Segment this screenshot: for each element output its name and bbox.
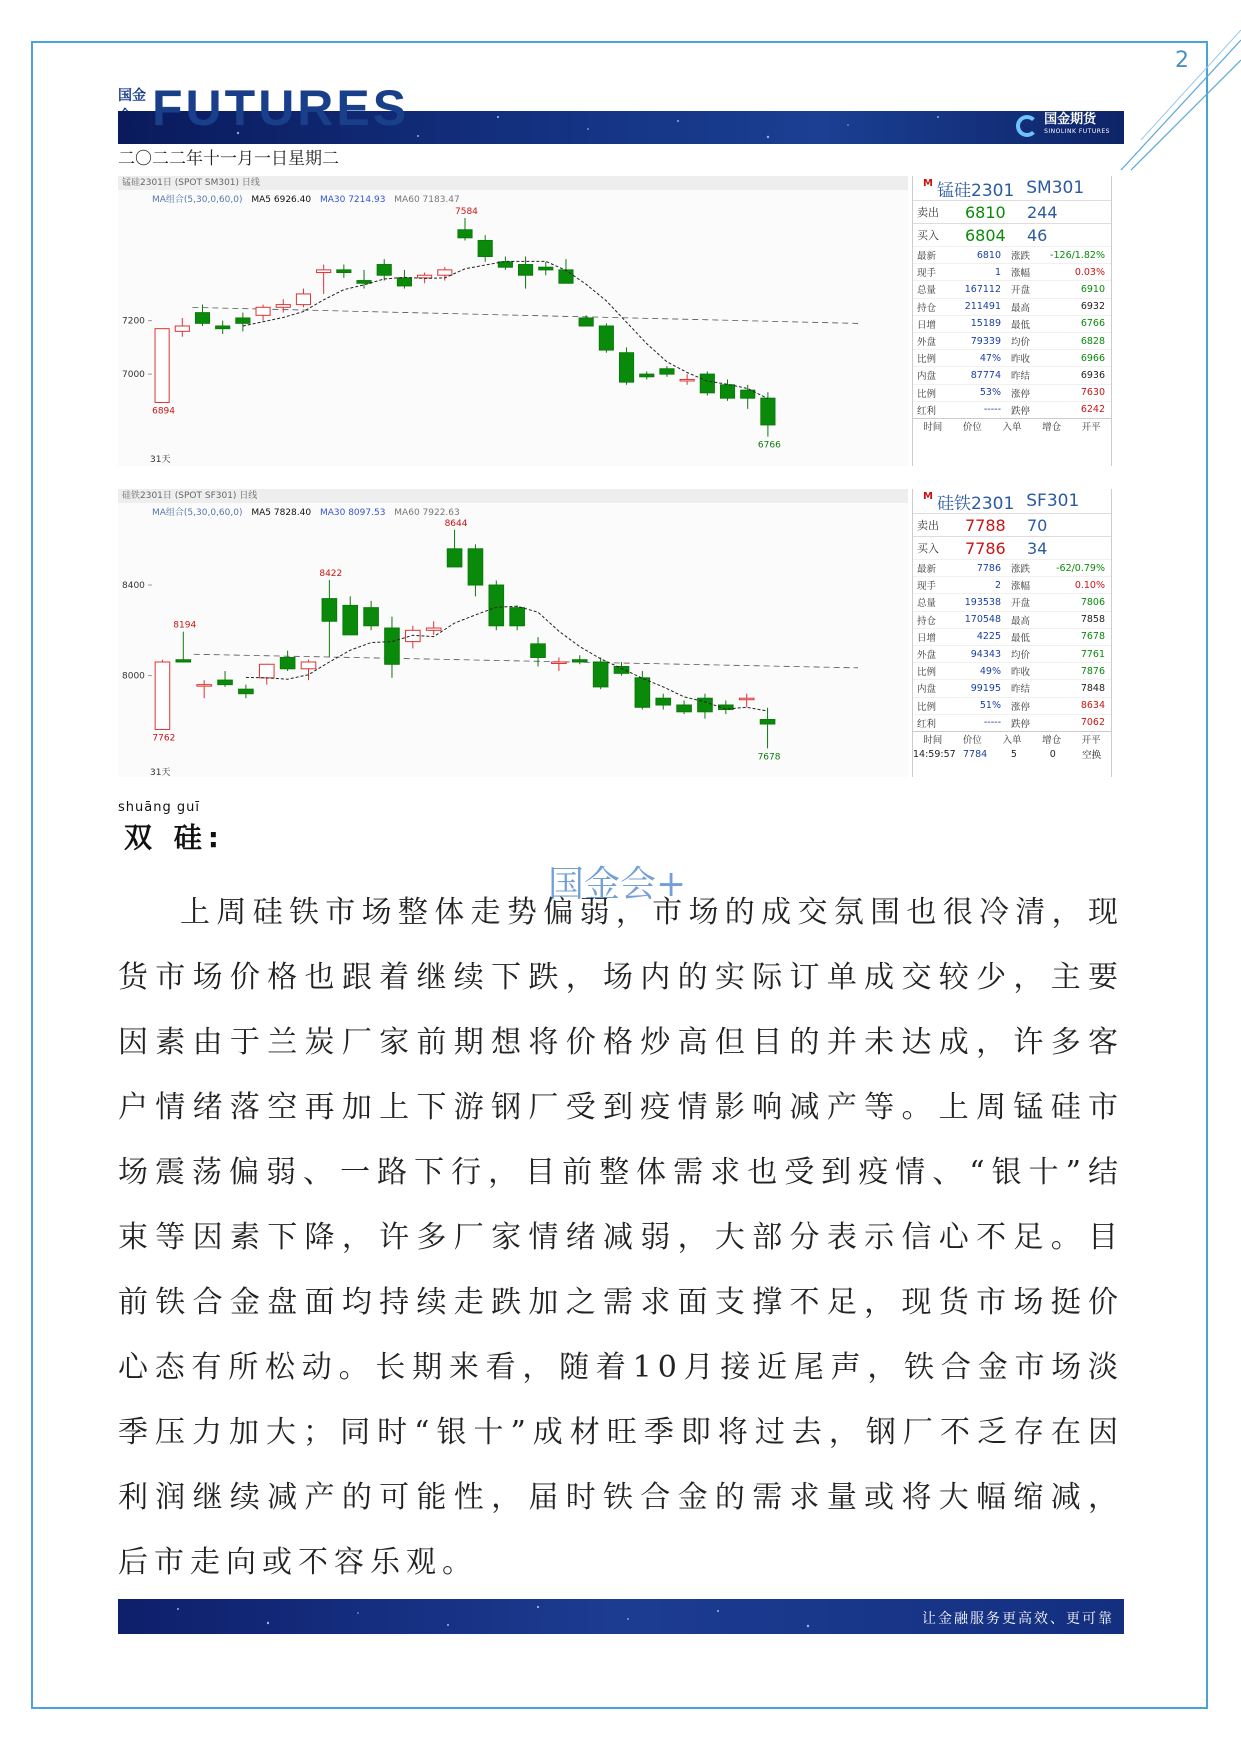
quote-cell: 2: [994, 579, 1001, 591]
candle-body: [426, 628, 441, 630]
candle-body: [619, 353, 633, 382]
y-tick-label: 7200: [122, 316, 145, 327]
company-logo: [1016, 114, 1110, 138]
price-annotation: 8644: [444, 518, 468, 529]
candle-body: [197, 685, 212, 687]
price-annotation: 7678: [757, 752, 781, 763]
quote-cell: 跌停: [1011, 405, 1031, 417]
candle-body: [343, 605, 358, 634]
quote-cell: 6810: [976, 249, 1001, 261]
candle-body: [276, 305, 290, 308]
quote-row: [913, 298, 1111, 315]
candle-body: [498, 262, 512, 267]
quote-row: [913, 611, 1111, 628]
candle-body: [438, 270, 452, 275]
ma5-value: MA5 7828.40: [251, 508, 312, 518]
tick-column-header: 增仓: [1042, 422, 1062, 434]
quote-row: [913, 366, 1111, 383]
quote-cell: 7678: [1080, 631, 1105, 643]
sell-label: 卖出: [917, 206, 939, 219]
candle-body: [377, 265, 391, 276]
period-label: 31天: [150, 768, 171, 778]
candle-body: [322, 599, 337, 622]
candle-body: [175, 326, 189, 331]
candle-body: [489, 585, 504, 626]
quote-stats: [913, 246, 1111, 418]
tick-column-header: 时间: [923, 422, 943, 434]
buy-label: 买入: [917, 542, 939, 555]
quote-cell: 6828: [1080, 335, 1105, 347]
candle-body: [337, 270, 351, 273]
quote-cell: 均价: [1011, 650, 1031, 662]
candle-body: [447, 549, 462, 567]
quote-cell: -----: [983, 404, 1001, 416]
tick-column-header: 开平: [1081, 735, 1101, 747]
sell-label: 卖出: [917, 519, 939, 532]
candlestick-chart: [118, 489, 908, 777]
quote-cell: 193538: [964, 596, 1001, 608]
quote-cell: 均价: [1011, 337, 1031, 349]
quote-cell: 涨停: [1011, 701, 1031, 713]
quote-cell: 总量: [917, 598, 937, 610]
candle-body: [559, 270, 573, 283]
quote-cell: -126/1.82%: [1050, 249, 1105, 261]
quote-cell: 比例: [917, 354, 937, 366]
candle-body: [236, 318, 250, 323]
quote-row: [913, 315, 1111, 332]
quote-cell: 7786: [976, 562, 1001, 574]
tick-cell: 空换: [1082, 750, 1102, 762]
tick-row: [913, 747, 1111, 762]
quote-cell: 47%: [979, 352, 1001, 364]
watermark-text: 国金会+: [548, 864, 687, 905]
futures-wordmark: FUTURES: [152, 80, 410, 136]
candle-body: [478, 240, 492, 256]
candle-body: [552, 662, 567, 664]
sell-price: 6810: [965, 202, 1006, 222]
quote-cell: 跌停: [1011, 718, 1031, 730]
buy-volume: 34: [1027, 538, 1048, 558]
quote-cell: 最新: [917, 251, 937, 263]
ma-group: MA组合(5,30,0,60,0): [152, 508, 243, 518]
candle-body: [385, 628, 400, 664]
ma5-line: [246, 606, 768, 711]
sell-volume: 244: [1027, 202, 1058, 222]
quote-cell: 0.03%: [1074, 266, 1105, 278]
section-heading: 双 硅:: [124, 821, 225, 854]
quote-cell: 比例: [917, 388, 937, 400]
contract-code: SF301: [1026, 491, 1080, 511]
quote-title: M 硅铁2301 SF301: [913, 489, 1111, 513]
contract-code: SM301: [1026, 178, 1085, 198]
quote-panel: [912, 489, 1112, 777]
quote-cell: 昨收: [1011, 667, 1031, 679]
quote-cell: 开盘: [1011, 285, 1031, 297]
quote-row: [913, 697, 1111, 714]
tick-table-header: [913, 731, 1111, 747]
sell-row: [913, 513, 1111, 536]
contract-name: 硅铁2301: [937, 493, 1015, 514]
candle-body: [216, 326, 230, 329]
buy-price: 7786: [965, 538, 1006, 558]
price-annotation: 8194: [173, 620, 197, 631]
y-tick-label: 8000: [122, 671, 145, 682]
quote-cell: 最高: [1011, 302, 1031, 314]
candle-body: [677, 705, 692, 712]
quote-cell: 外盘: [917, 650, 937, 662]
tick-cell: 5: [1010, 748, 1017, 760]
quote-row: [913, 384, 1111, 401]
quote-cell: 7062: [1080, 717, 1105, 729]
quote-cell: 211491: [964, 301, 1001, 313]
quote-cell: 涨幅: [1011, 268, 1031, 280]
quote-cell: 7806: [1080, 596, 1105, 608]
candle-body: [656, 698, 671, 705]
ma60-value: MA60 7183.47: [394, 195, 460, 205]
candle-body: [531, 644, 546, 658]
quote-cell: 涨跌: [1011, 564, 1031, 576]
quote-row: [913, 679, 1111, 696]
y-tick-label: 8400: [122, 581, 145, 592]
quote-cell: 最新: [917, 564, 937, 576]
candle-body: [195, 313, 209, 324]
quote-row: [913, 559, 1111, 576]
candle-body: [599, 326, 613, 350]
candle-body: [572, 660, 587, 662]
quote-cell: 7630: [1080, 387, 1105, 399]
tick-column-header: 开平: [1081, 422, 1101, 434]
candle-body: [397, 278, 411, 286]
ma5-line: [243, 261, 768, 398]
footer-slogan: 让金融服务更高效、更可靠: [922, 1611, 1114, 1627]
quote-cell: 53%: [979, 387, 1001, 399]
candle-body: [539, 267, 553, 270]
candle-body: [280, 657, 295, 668]
candle-body: [700, 374, 714, 393]
tick-table-header: [913, 418, 1111, 434]
quote-cell: 15189: [970, 318, 1001, 330]
quote-cell: 6766: [1080, 318, 1105, 330]
quote-cell: 最低: [1011, 319, 1031, 331]
candle-body: [176, 660, 191, 662]
tick-cell: 7784: [962, 748, 988, 760]
chart-toolbar: 锰硅2301日 (SPOT SM301) 日线: [118, 176, 908, 190]
chart-panel-sf301: [118, 489, 1114, 777]
quote-cell: 现手: [917, 268, 937, 280]
buy-label: 买入: [917, 229, 939, 242]
quote-cell: 昨结: [1011, 684, 1031, 696]
brand-line-1: 国金: [118, 88, 146, 104]
candle-body: [640, 374, 654, 377]
quote-cell: 持仓: [917, 302, 937, 314]
chart-area: [118, 176, 908, 466]
candle-body: [614, 667, 629, 674]
candle-body: [259, 664, 274, 678]
quote-cell: 涨跌: [1011, 251, 1031, 263]
quote-row: [913, 349, 1111, 366]
tick-column-header: 增仓: [1042, 735, 1062, 747]
quote-cell: 6966: [1080, 352, 1105, 364]
tick-column-header: 入单: [1002, 735, 1022, 747]
quote-cell: 总量: [917, 285, 937, 297]
price-annotation: 8422: [319, 569, 343, 580]
period-label: 31天: [150, 455, 171, 465]
candle-body: [155, 329, 169, 403]
quote-cell: 0.10%: [1074, 579, 1105, 591]
candle-body: [317, 270, 331, 273]
quote-cell: 涨停: [1011, 388, 1031, 400]
quote-cell: 内盘: [917, 371, 937, 383]
logo-chinese: 国金期货: [1044, 112, 1097, 127]
tick-column-header: 价位: [962, 735, 982, 747]
ma60-value: MA60 7922.63: [394, 508, 460, 518]
contract-name: 锰硅2301: [937, 180, 1015, 201]
quote-cell: 7848: [1080, 682, 1105, 694]
quote-cell: 比例: [917, 667, 937, 679]
quote-cell: 7858: [1080, 614, 1105, 626]
buy-price: 6804: [965, 225, 1006, 245]
chart-panel-sm301: [118, 176, 1114, 466]
buy-row: [913, 223, 1111, 246]
quote-cell: -----: [983, 717, 1001, 729]
ma5-value: MA5 6926.40: [251, 195, 312, 205]
quote-cell: 170548: [964, 614, 1001, 626]
ma-group: MA组合(5,30,0,60,0): [152, 195, 243, 205]
buy-volume: 46: [1027, 225, 1048, 245]
candle-body: [296, 294, 310, 305]
quote-cell: 6910: [1080, 283, 1105, 295]
candle-body: [720, 385, 734, 398]
price-annotation: 7584: [455, 207, 478, 218]
quote-cell: 内盘: [917, 684, 937, 696]
quote-cell: 8634: [1080, 700, 1105, 712]
quote-cell: 现手: [917, 581, 937, 593]
candle-body: [301, 662, 316, 669]
quote-cell: 6936: [1080, 369, 1105, 381]
candle-body: [364, 608, 379, 626]
quote-stats: [913, 559, 1111, 731]
price-annotation: 6894: [152, 406, 176, 417]
logo-mark-icon: [1016, 115, 1038, 137]
candle-body: [761, 398, 775, 425]
candle-body: [519, 265, 533, 276]
quote-cell: 最高: [1011, 615, 1031, 627]
chart-toolbar: 硅铁2301日 (SPOT SF301) 日线: [118, 489, 908, 503]
quote-cell: 79339: [970, 335, 1001, 347]
quote-cell: 87774: [970, 369, 1001, 381]
quote-cell: 7761: [1080, 648, 1105, 660]
article-body: 上周硅铁市场整体走势偏弱，市场的成交氛围也很冷清，现货市场价格也跟着继续下跌，场内的实际订单成交较少，主要因素由于兰炭厂家前期想将价格炒高但目的并未达成，许多客户情绪落空再加上下游钢厂受到疫情影响减产等。上周锰硅市场震荡偏弱、一路下行，目前整体需求也受到疫情、“银十”结束等因素下降，许多厂家情绪减弱，大部分表示信心不足。目前铁合金盘面均持续走跌加之需求面支撑不足，现货市场挺价心态有所松动。长期来看，随着10月接近尾声，铁合金市场淡季压力加大；同时“银十”成材旺季即将过去，钢厂不乏存在因利润继续减产的可能性，届时铁合金的需求量或将大幅缩减，后市走向或不容乐观。: [118, 895, 1124, 1580]
price-annotation: 6766: [757, 440, 781, 451]
price-annotation: 7762: [152, 733, 176, 744]
footer-band: [118, 1599, 1124, 1634]
quote-cell: 持仓: [917, 615, 937, 627]
quote-cell: -62/0.79%: [1056, 562, 1105, 574]
ma-legend: [152, 192, 466, 205]
candle-body: [680, 379, 694, 381]
quote-cell: 日增: [917, 632, 937, 644]
candle-body: [593, 662, 608, 687]
quote-row: [913, 576, 1111, 593]
quote-cell: 6932: [1080, 301, 1105, 313]
quote-cell: 昨收: [1011, 354, 1031, 366]
quote-row: [913, 714, 1111, 731]
candle-body: [635, 678, 650, 707]
ma30-value: MA30 8097.53: [319, 508, 386, 518]
heading-pinyin: shuāng guī: [118, 800, 200, 815]
candle-body: [458, 230, 472, 238]
quote-row: [913, 645, 1111, 662]
quote-row: [913, 593, 1111, 610]
ma30-value: MA30 7214.93: [319, 195, 386, 205]
candlestick-chart: [118, 176, 908, 466]
quote-cell: 167112: [964, 283, 1001, 295]
candle-body: [239, 689, 254, 694]
candle-body: [660, 369, 674, 374]
tick-cell: 0: [1049, 748, 1056, 760]
quote-row: [913, 628, 1111, 645]
candle-body: [739, 698, 754, 700]
quote-cell: 51%: [979, 700, 1001, 712]
quote-cell: 红利: [917, 718, 937, 730]
tick-column-header: 入单: [1002, 422, 1022, 434]
quote-cell: 外盘: [917, 337, 937, 349]
chart-area: [118, 489, 908, 777]
y-tick-label: 7000: [122, 370, 145, 381]
quote-cell: 最低: [1011, 632, 1031, 644]
quote-cell: 比例: [917, 701, 937, 713]
quote-row: [913, 246, 1111, 263]
candle-body: [760, 719, 775, 724]
candle-body: [155, 662, 170, 729]
tick-column-header: 价位: [962, 422, 982, 434]
page-number: 2: [1175, 48, 1189, 73]
candle-body: [418, 275, 432, 278]
quote-cell: 昨结: [1011, 371, 1031, 383]
quote-cell: 49%: [979, 665, 1001, 677]
candle-body: [218, 680, 233, 685]
quote-row: [913, 263, 1111, 280]
candle-body: [256, 307, 270, 315]
quote-cell: 6242: [1080, 404, 1105, 416]
quote-row: [913, 401, 1111, 418]
quote-panel: [912, 176, 1112, 466]
sell-row: [913, 200, 1111, 223]
quote-row: [913, 332, 1111, 349]
tick-cell: 14:59:57: [913, 748, 956, 760]
ma60-line: [192, 307, 858, 323]
quote-cell: 4225: [976, 631, 1001, 643]
logo-english: SINOLINK FUTURES: [1044, 128, 1110, 135]
candle-body: [468, 549, 483, 585]
report-date: 二〇二二年十一月一日星期二: [118, 149, 339, 169]
tick-column-header: 时间: [923, 735, 943, 747]
corner-decoration: [1101, 0, 1241, 200]
ma-legend: [152, 505, 466, 518]
candle-body: [741, 390, 755, 398]
quote-cell: 日增: [917, 319, 937, 331]
quote-cell: 99195: [970, 682, 1001, 694]
quote-cell: 7876: [1080, 665, 1105, 677]
sell-volume: 70: [1027, 515, 1048, 535]
quote-cell: 涨幅: [1011, 581, 1031, 593]
buy-row: [913, 536, 1111, 559]
quote-row: [913, 280, 1111, 297]
quote-cell: 红利: [917, 405, 937, 417]
candle-body: [510, 608, 525, 626]
quote-cell: 1: [994, 266, 1001, 278]
candle-body: [579, 318, 593, 326]
sell-price: 7788: [965, 515, 1006, 535]
quote-cell: 开盘: [1011, 598, 1031, 610]
candle-body: [357, 281, 371, 284]
quote-cell: 94343: [970, 648, 1001, 660]
quote-title: M 锰硅2301 SM301: [913, 176, 1111, 200]
quote-row: [913, 662, 1111, 679]
